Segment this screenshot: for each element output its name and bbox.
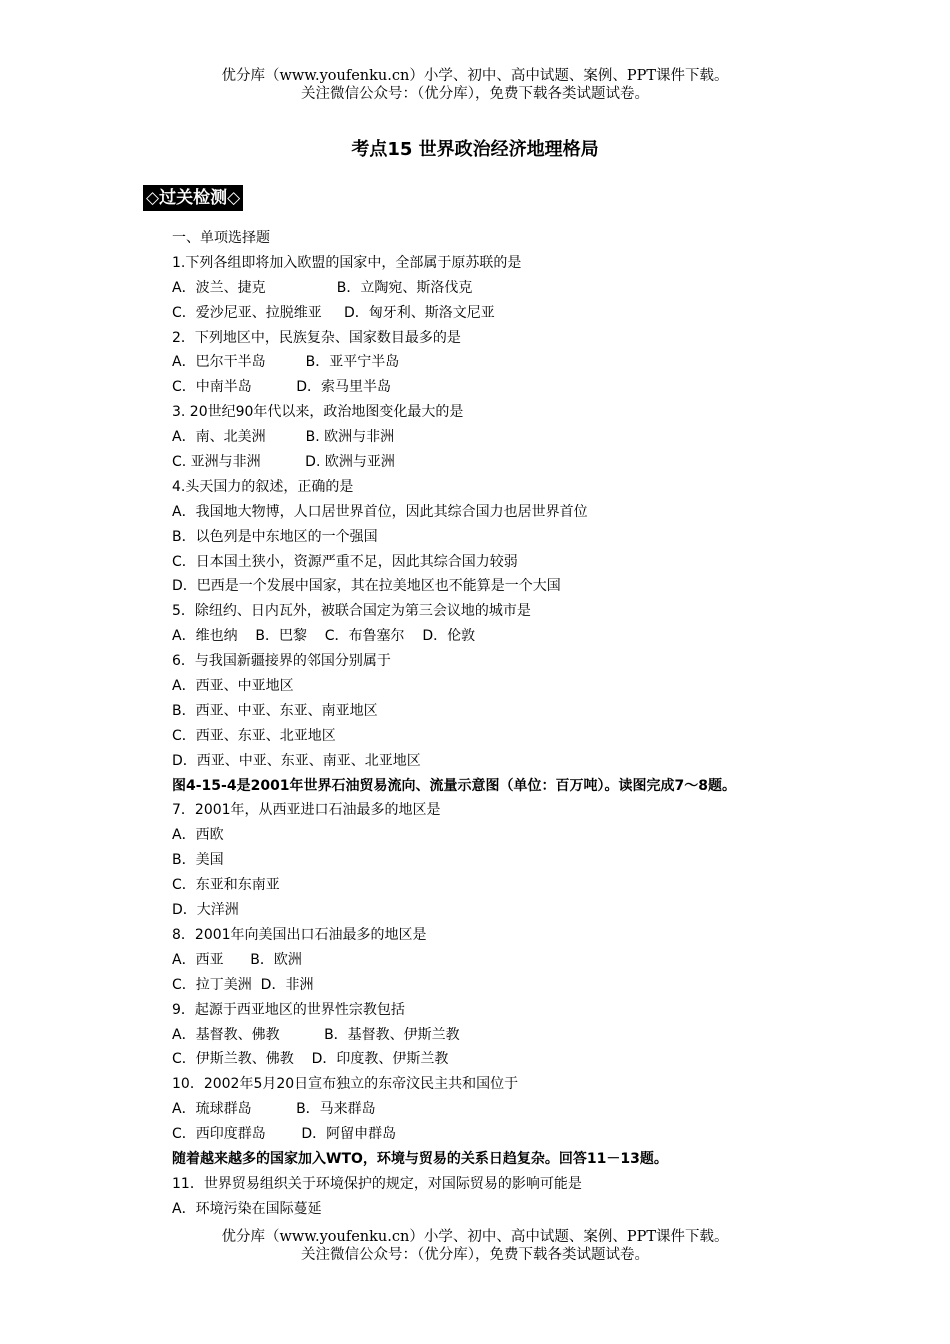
text-line: A．南、北美洲 B. 欧洲与非洲 (172, 429, 395, 446)
text-line: C．西印度群岛 D．阿留申群岛 (172, 1126, 397, 1143)
page-title: 考点15 世界政治经济地理格局 (351, 139, 599, 160)
text-line: A．巴尔干半岛 B．亚平宁半岛 (172, 354, 400, 371)
text-line: A．我国地大物博，人口居世界首位，因此其综合国力也居世界首位 (172, 503, 588, 520)
footer-line-2: 关注微信公众号：（优分库），免费下载各类试题试卷。 (301, 1247, 649, 1263)
question-content (172, 226, 772, 1222)
section-heading: ◇过关检测◇ (143, 185, 243, 211)
text-line: A．基督教、佛教 B．基督教、伊斯兰教 (172, 1026, 460, 1043)
page-header (0, 67, 950, 103)
text-line: 7．2001年，从西亚进口石油最多的地区是 (172, 802, 441, 819)
text-line: B．西亚、中亚、东亚、南亚地区 (172, 702, 378, 719)
text-line: A．西亚、中亚地区 (172, 678, 294, 695)
text-line: 3. 20世纪90年代以来，政治地图变化最大的是 (172, 404, 464, 421)
text-line: D．巴西是一个发展中国家，其在拉美地区也不能算是一个大国 (172, 578, 561, 595)
text-line: 随着越来越多的国家加入WTO，环境与贸易的关系日趋复杂。回答11－13题。 (172, 1150, 668, 1167)
text-line: C．东亚和东南亚 (172, 877, 280, 894)
text-line: C．爱沙尼亚、拉脱维亚 D．匈牙利、斯洛文尼亚 (172, 304, 495, 321)
header-line-1: 优分库（www.youfenku.cn）小学、初中、高中试题、案例、PPT课件下载。 (221, 68, 729, 84)
text-line: 8．2001年向美国出口石油最多的地区是 (172, 926, 427, 943)
text-line: C．拉丁美洲 D．非洲 (172, 976, 314, 993)
text-line: 4.头天国力的叙述，正确的是 (172, 478, 354, 495)
header-line-2: 关注微信公众号：（优分库），免费下载各类试题试卷。 (301, 86, 649, 102)
text-line: A．环境污染在国际蔓延 (172, 1200, 322, 1217)
text-line: 6．与我国新疆接界的邻国分别属于 (172, 653, 391, 670)
text-line: 一、单项选择题 (172, 230, 270, 246)
footer-line-1: 优分库（www.youfenku.cn）小学、初中、高中试题、案例、PPT课件下载。 (221, 1229, 729, 1245)
text-line: 5．除纽约、日内瓦外，被联合国定为第三会议地的城市是 (172, 603, 531, 620)
text-line: C．西亚、东亚、北亚地区 (172, 727, 336, 744)
text-line: A．维也纳 B．巴黎 C．布鲁塞尔 D．伦敦 (172, 628, 476, 645)
text-line: C．伊斯兰教、佛教 D．印度教、伊斯兰教 (172, 1051, 449, 1068)
text-line: 2．下列地区中，民族复杂、国家数目最多的是 (172, 329, 461, 346)
text-line: 图4-15-4是2001年世界石油贸易流向、流量示意图（单位：百万吨）。读图完成7～8题。 (172, 777, 737, 794)
text-line: A．西亚 B．欧洲 (172, 951, 302, 968)
text-line: B．以色列是中东地区的一个强国 (172, 528, 378, 545)
page-footer (0, 1228, 950, 1264)
text-line: B．美国 (172, 852, 224, 869)
text-line: D．大洋洲 (172, 902, 239, 919)
text-line: C. 亚洲与非洲 D. 欧洲与亚洲 (172, 454, 395, 471)
text-line: C．中南半岛 D．索马里半岛 (172, 379, 392, 396)
text-line: A．波兰、捷克 B．立陶宛、斯洛伐克 (172, 279, 473, 296)
text-line: A．西欧 (172, 827, 224, 844)
text-line: A．琉球群岛 B．马来群岛 (172, 1101, 376, 1118)
text-line: D．西亚、中亚、东亚、南亚、北亚地区 (172, 752, 421, 769)
text-line: 11．世界贸易组织关于环境保护的规定，对国际贸易的影响可能是 (172, 1175, 582, 1192)
text-line: 10．2002年5月20日宣布独立的东帝汶民主共和国位于 (172, 1076, 519, 1093)
text-line: C．日本国土狭小，资源严重不足，因此其综合国力较弱 (172, 553, 518, 570)
text-line: 1.下列各组即将加入欧盟的国家中，全部属于原苏联的是 (172, 254, 522, 271)
text-line: 9．起源于西亚地区的世界性宗教包括 (172, 1001, 405, 1018)
